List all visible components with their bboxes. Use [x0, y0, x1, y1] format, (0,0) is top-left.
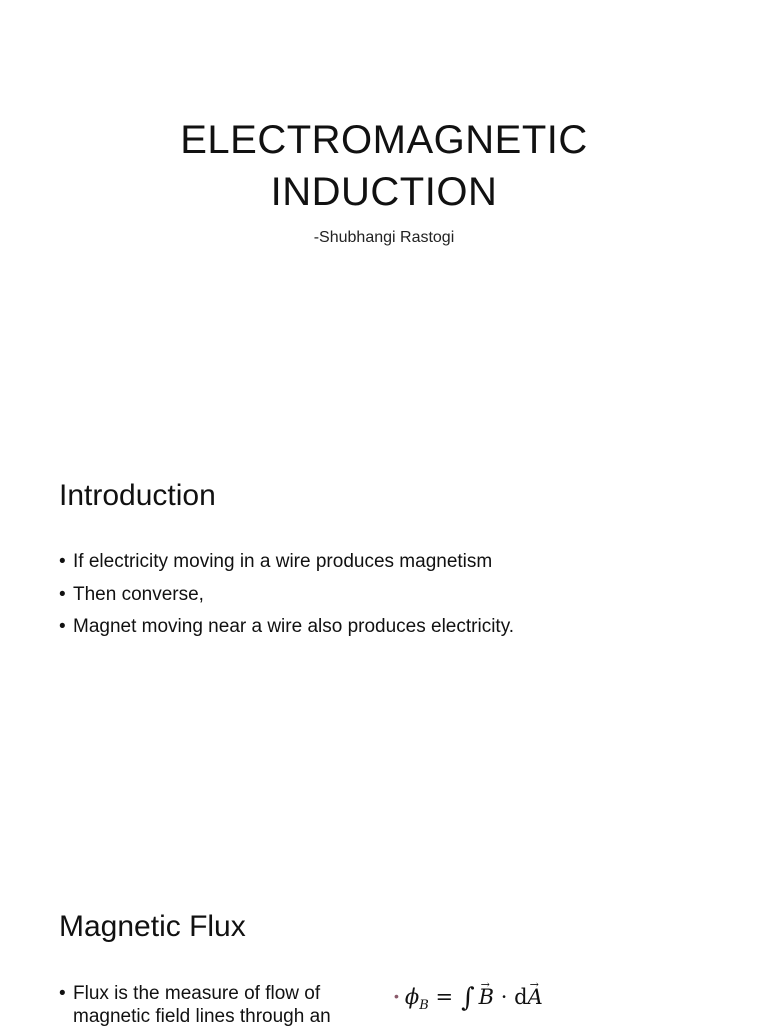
title-slide [0, 0, 768, 432]
flux-definition-bullet: • Flux is the measure of flow of magnetic field lines through an [59, 982, 373, 1028]
differential-d: d [514, 985, 528, 1009]
integral-sign: ∫ [461, 983, 475, 1013]
introduction-bullet-list [59, 550, 514, 648]
title-line-2: INDUCTION [270, 170, 498, 214]
phi-symbol: ϕ [404, 985, 420, 1009]
bullet-item: • If electricity moving in a wire produces magnetism [59, 550, 514, 583]
title-line-1: ELECTROMAGNETIC [180, 118, 588, 162]
author-name: -Shubhangi Rastogi [313, 229, 455, 246]
equals-sign: = [435, 985, 454, 1009]
bullet-icon: • [394, 988, 399, 1004]
bullet-item: • Then converse, [59, 583, 514, 616]
introduction-heading: Introduction [59, 479, 216, 512]
magnetic-flux-heading: Magnetic Flux [59, 910, 246, 943]
area-vector: A → [528, 983, 543, 1011]
phi-subscript: B [419, 998, 429, 1013]
dot-operator: · [500, 985, 508, 1009]
field-vector: B → [479, 983, 494, 1011]
magnetic-flux-slide [0, 864, 768, 1027]
flux-equation [394, 982, 543, 1020]
presentation-title [0, 114, 768, 218]
introduction-slide [0, 432, 768, 864]
bullet-item: • Magnet moving near a wire also produces electricity. [59, 615, 514, 648]
